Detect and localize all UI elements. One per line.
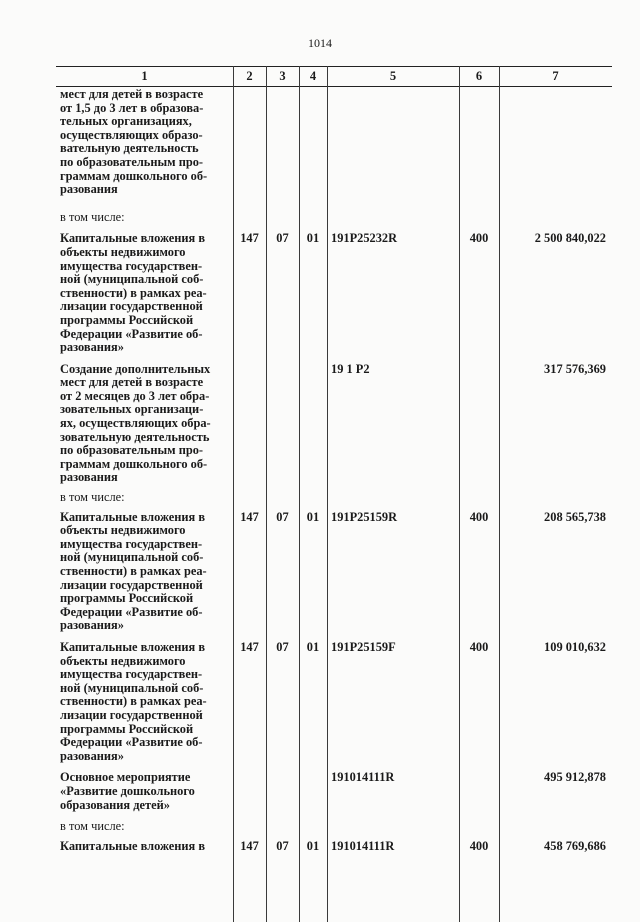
- row-name: в том числе:: [60, 209, 125, 224]
- row-amount: 495 912,878: [544, 770, 606, 785]
- row-target-code: 191P25232R: [331, 231, 398, 246]
- row-target-code: [327, 211, 459, 225]
- row-section: [266, 363, 299, 485]
- row-section: 07: [276, 231, 289, 246]
- row-expense-type: [459, 491, 499, 505]
- row-name: Капитальные вложения в объекты недвижимого имущества государствен- ной (муниципальной соб- ственности) в рамках реа- лизации государственной программы Российской Федерации «Развитие об- разования»: [60, 509, 207, 633]
- row-target-code: 191014111R: [331, 838, 395, 853]
- row-section: [266, 491, 299, 505]
- table-row: [56, 88, 612, 197]
- table-row: [56, 840, 612, 854]
- budget-table: [56, 66, 612, 853]
- table-row: [56, 211, 612, 225]
- row-amount: [499, 88, 612, 197]
- table-row: [56, 232, 612, 354]
- row-expense-type: 400: [469, 838, 489, 853]
- row-expense-type: [459, 771, 499, 812]
- row-ministry: [233, 211, 266, 225]
- column-divider: [299, 66, 300, 922]
- row-target-code: 191P25159R: [331, 509, 398, 524]
- row-ministry: [233, 491, 266, 505]
- row-target-code: [327, 88, 459, 197]
- row-target-code: [327, 491, 459, 505]
- header-col-3: 3: [279, 68, 286, 83]
- row-amount: 2 500 840,022: [534, 231, 606, 246]
- header-col-1: 1: [141, 68, 148, 83]
- row-amount: [499, 211, 612, 225]
- row-subsection: 01: [306, 231, 320, 246]
- row-amount: 458 769,686: [544, 838, 606, 853]
- row-ministry: 147: [240, 509, 259, 524]
- column-divider: [327, 66, 328, 922]
- row-ministry: [233, 820, 266, 834]
- row-subsection: [299, 820, 327, 834]
- column-divider: [499, 66, 500, 922]
- row-section: [266, 820, 299, 834]
- table-row: [56, 641, 612, 763]
- row-subsection: [299, 211, 327, 225]
- row-name: Капитальные вложения в объекты недвижимого имущества государствен- ной (муниципальной соб- ственности) в рамках реа- лизации государственной программы Российской Федерации «Развитие об- разования»: [60, 639, 207, 763]
- row-section: [266, 211, 299, 225]
- column-divider: [266, 66, 267, 922]
- row-section: 07: [276, 509, 289, 524]
- row-expense-type: 400: [469, 231, 489, 246]
- row-section: 07: [276, 838, 289, 853]
- row-section: [266, 88, 299, 197]
- row-name: Капитальные вложения в объекты недвижимого имущества государствен- ной (муниципальной соб- ственности) в рамках реа- лизации государственной программы Российской Федерации «Развитие об- разования»: [60, 231, 207, 355]
- row-expense-type: [459, 211, 499, 225]
- row-ministry: 147: [240, 231, 259, 246]
- column-divider: [233, 66, 234, 922]
- row-target-code: [327, 820, 459, 834]
- row-ministry: [233, 88, 266, 197]
- header-col-6: 6: [475, 68, 483, 83]
- header-col-5: 5: [389, 68, 397, 83]
- row-expense-type: [459, 820, 499, 834]
- row-ministry: 147: [240, 838, 259, 853]
- row-amount: [499, 491, 612, 505]
- table-row: [56, 820, 612, 834]
- row-target-code: 191014111R: [331, 770, 395, 785]
- row-subsection: [299, 363, 327, 485]
- row-subsection: [299, 491, 327, 505]
- row-amount: 109 010,632: [544, 639, 606, 654]
- row-amount: 317 576,369: [544, 361, 606, 376]
- row-name: в том числе:: [60, 819, 125, 834]
- table-header: [56, 66, 612, 87]
- header-col-7: 7: [552, 68, 559, 83]
- header-col-2: 2: [246, 68, 253, 83]
- row-subsection: 01: [306, 838, 320, 853]
- row-section: [266, 771, 299, 812]
- row-name: мест для детей в возрасте от 1,5 до 3 лет в образова- тельных организациях, осуществляющих образо- вательную деятельность по образовательным про- граммам дошкольного об- разования: [60, 87, 208, 197]
- row-name: Основное мероприятие «Развитие дошкольного образования детей»: [60, 770, 195, 812]
- table-row: [56, 771, 612, 812]
- row-ministry: [233, 771, 266, 812]
- row-expense-type: 400: [469, 509, 489, 524]
- row-expense-type: [459, 88, 499, 197]
- row-subsection: 01: [306, 639, 320, 654]
- row-expense-type: 400: [469, 639, 489, 654]
- page-number: 1014: [308, 36, 332, 50]
- row-name: в том числе:: [60, 490, 125, 505]
- row-amount: [499, 820, 612, 834]
- row-target-code: 191P25159F: [331, 639, 396, 654]
- row-ministry: [233, 363, 266, 485]
- row-amount: 208 565,738: [544, 509, 606, 524]
- row-subsection: [299, 88, 327, 197]
- table-row: [56, 511, 612, 633]
- row-name: Капитальные вложения в: [60, 838, 206, 853]
- table-row: [56, 363, 612, 485]
- column-divider: [459, 66, 460, 922]
- row-name: Создание дополнительных мест для детей в возрасте от 2 месяцев до 3 лет обра- зовательных организаци- ях, осуществляющих обра- зовательную деятельность по образовательным про- граммам дошкольного об- разования: [60, 361, 211, 485]
- row-ministry: 147: [240, 639, 259, 654]
- header-col-4: 4: [309, 68, 317, 83]
- row-expense-type: [459, 363, 499, 485]
- table-row: [56, 491, 612, 505]
- row-section: 07: [276, 639, 289, 654]
- row-subsection: 01: [306, 509, 320, 524]
- row-target-code: 19 1 P2: [331, 361, 370, 376]
- row-subsection: [299, 771, 327, 812]
